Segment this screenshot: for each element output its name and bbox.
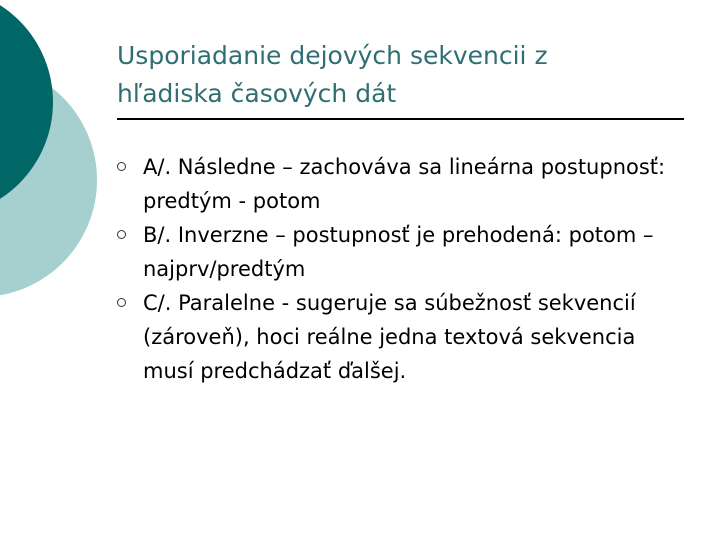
bullet-list: [117, 150, 677, 388]
bullet-text-b: B/. Inverzne – postupnosť je prehodená: potom – najprv/predtým: [143, 223, 654, 281]
bullet-item-c: [117, 286, 677, 388]
slide-title-line-1: Usporiadanie dejových sekvencii z: [117, 41, 548, 70]
decorative-circles: [0, 0, 110, 300]
title-divider: [117, 118, 684, 120]
bullet-circle-icon: [117, 162, 126, 171]
bullet-text-a: A/. Následne – zachováva sa lineárna postupnosť: predtým - potom: [143, 155, 666, 213]
bullet-text-c: C/. Paralelne - sugeruje sa súbežnosť sekvencií (zároveň), hoci reálne jedna textová sekvencia musí predchádzať ďalšej.: [143, 291, 636, 383]
bullet-item-b: [117, 218, 677, 286]
slide-title-line-2: hľadiska časových dát: [117, 79, 397, 108]
bullet-item-a: [117, 150, 677, 218]
bullet-circle-icon: [117, 298, 126, 307]
bullet-circle-icon: [117, 230, 126, 239]
slide-title: [117, 37, 677, 113]
